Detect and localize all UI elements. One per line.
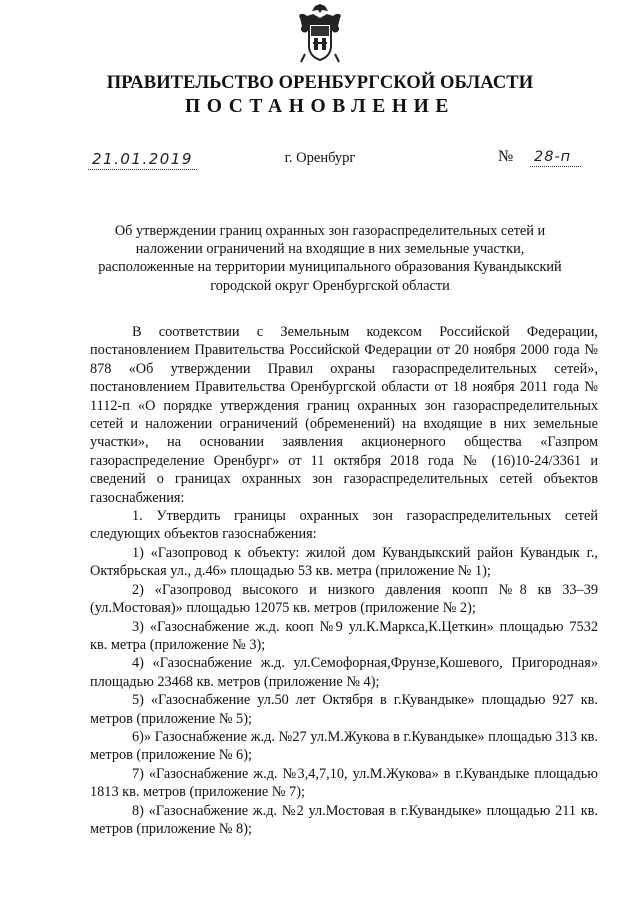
list-item: 6)» Газоснабжение ж.д. №27 ул.М.Жукова в г.Кувандыке» площадью 313 кв. метров (приложение № 6); xyxy=(90,728,598,764)
document-body xyxy=(90,323,598,838)
paragraph-preamble: В соответствии с Земельным кодексом Российской Федерации, постановлением Правительства Российской Федерации от 20 ноября 2000 года № 878 «Об утверждении Правил охраны газораспределительных сетей», постановлением Правительства Оренбургской области от 18 ноября 2011 года № 1112-п «О порядке утверждения границ охранных зон газораспределительных сетей и наложении ограничений (обременений) на входящие в них земельные участки», на основании заявления акционерного общества «Газпром газораспределение Оренбург» от 11 октября 2018 года № (16)10-24/3361 и сведений о границах охранных зон газораспределительных сетей объектов газоснабжения: xyxy=(90,324,598,506)
document-type: ПОСТАНОВЛЕНИЕ xyxy=(184,96,456,117)
document-city: г. Оренбург xyxy=(284,150,356,166)
list-item: 4) «Газоснабжение ж.д. ул.Семофорная,Фрунзе,Кошевого, Пригородная» площадью 23468 кв. метров (приложение № 4); xyxy=(90,655,598,690)
paragraph-item-1: 1. Утвердить границы охранных зон газораспределительных сетей следующих объектов газоснабжения: xyxy=(90,508,598,543)
list-item: 1) «Газопровод к объекту: жилой дом Кувандыкский район Кувандык г., Октябрьская ул., д.46» площадью 53 кв. метра (приложение № 1); xyxy=(90,544,598,580)
number-sign: № xyxy=(498,148,514,165)
orenburg-coat-of-arms-icon xyxy=(295,4,345,64)
document-title: Об утверждении границ охранных зон газораспределительных сетей и наложении ограничений на входящие в них земельные участки, расположенные на территории муниципального образования Кувандыкский городской округ Оренбургской области xyxy=(98,223,562,294)
list-item: 5) «Газоснабжение ул.50 лет Октября в г.Кувандыке» площадью 927 кв. метров (приложение № 5); xyxy=(90,692,598,727)
document-number: 28-п xyxy=(530,149,581,167)
list-item: 7) «Газоснабжение ж.д. №3,4,7,10, ул.М.Жукова» в г.Кувандыке площадью 1813 кв. метров (приложение № 7); xyxy=(90,765,598,801)
document-date: 21.01.2019 xyxy=(88,150,197,170)
list-item: 8) «Газоснабжение ж.д. №2 ул.Мостовая в г.Кувандыке» площадью 211 кв. метров (приложение № 8); xyxy=(90,802,598,837)
list-item: 2) «Газопровод высокого и низкого давления коопп №8 кв 33–39 (ул.Мостовая)» площадью 12075 кв. метров (приложение № 2); xyxy=(90,581,598,617)
government-name: ПРАВИТЕЛЬСТВО ОРЕНБУРГСКОЙ ОБЛАСТИ xyxy=(106,73,534,93)
list-item: 3) «Газоснабжение ж.д. кооп №9 ул.К.Маркса,К.Цеткин» площадью 7532 кв. метра (приложение № 3); xyxy=(90,618,598,653)
